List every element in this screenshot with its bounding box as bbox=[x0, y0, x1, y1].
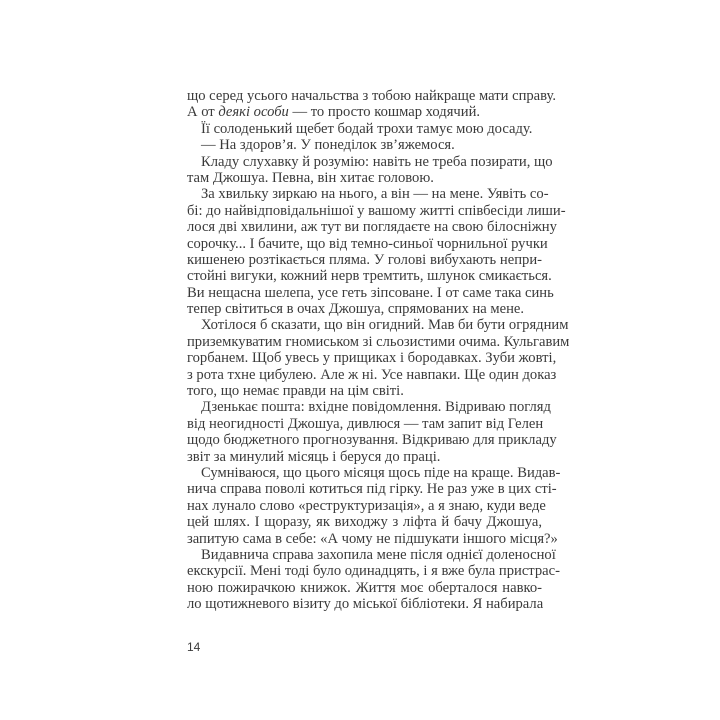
text-segment: Дзенькає пошта: вхідне повідомлення. Відриваю погляд bbox=[201, 399, 551, 416]
text-line bbox=[187, 202, 566, 219]
text-line bbox=[187, 284, 554, 301]
text-segment: Сумніваюся, що цього місяця щось піде на краще. Видав- bbox=[201, 464, 561, 481]
text-line bbox=[187, 186, 549, 203]
text-line bbox=[187, 153, 553, 170]
text-segment: запитую сама в себе: «А чому не підшукати іншого місця?» bbox=[187, 530, 558, 547]
text-line bbox=[187, 514, 542, 530]
text-segment: від неогидності Джошуа, дивлюся — там запит від Гелен bbox=[187, 415, 544, 432]
text-line bbox=[187, 366, 557, 383]
text-line bbox=[187, 252, 542, 268]
text-line bbox=[187, 497, 546, 514]
text-segment: нича справа поволі котиться під гірку. Не раз уже в цих сті- bbox=[187, 481, 557, 498]
page-number: 14 bbox=[187, 640, 201, 654]
text-segment: Ви нещасна шелепа, усе геть зіпсоване. І от саме така синь bbox=[187, 284, 554, 301]
text-segment: того, що немає правди на цім світі. bbox=[187, 383, 404, 400]
text-segment: ною пожирачкою книжок. Життя моє оберталося навко- bbox=[187, 579, 542, 596]
text-segment: А от bbox=[187, 104, 219, 121]
text-segment: За хвильку зиркаю на нього, а він — на мене. Уявіть со- bbox=[201, 186, 549, 203]
text-segment: цей шлях. І щоразу, як виходжу з ліфта й бачу Джошуа, bbox=[187, 514, 542, 531]
text-line bbox=[187, 235, 548, 252]
text-line bbox=[187, 449, 542, 465]
text-segment: ло щотижневого візиту до міської бібліотеки. Я набирала bbox=[187, 596, 544, 613]
text-line bbox=[187, 137, 542, 153]
text-line bbox=[187, 432, 557, 449]
text-line bbox=[187, 219, 557, 236]
text-line bbox=[187, 563, 560, 580]
italic-text: деякі особи bbox=[218, 104, 289, 121]
text-segment: що серед усього начальства з тобою найкраще мати справу. bbox=[187, 88, 557, 104]
text-segment: сорочку... І бачите, що від темно-синьої чорнильної ручки bbox=[187, 235, 548, 252]
text-segment: Кладу слухавку й розумію: навіть не треба позирати, що bbox=[201, 153, 553, 170]
text-line bbox=[187, 383, 542, 399]
text-line bbox=[187, 464, 561, 481]
text-segment: Хотілося б сказати, що він огидний. Мав би бути огрядним bbox=[201, 317, 569, 334]
text-segment: там Джошуа. Певна, він хитає головою. bbox=[187, 169, 434, 186]
text-line bbox=[187, 104, 542, 120]
text-segment: Видавнича справа захопила мене після однієї доленосної bbox=[201, 546, 556, 563]
text-line bbox=[187, 317, 569, 334]
text-segment: нах лунало слово «реструктуризація», а я знаю, куди веде bbox=[187, 497, 546, 514]
text-segment: стойні вигуки, кожний нерв тремтить, шлунок смикається. bbox=[187, 268, 552, 285]
text-line bbox=[187, 481, 557, 498]
text-segment: кишенею розтікається пляма. У голові вибухають непри- bbox=[187, 251, 542, 268]
text-line bbox=[187, 580, 542, 596]
text-segment: горбанем. Щоб увесь у прищиках і бородавках. Зуби жовті, bbox=[187, 350, 557, 367]
text-line bbox=[187, 350, 557, 367]
text-line bbox=[187, 301, 542, 317]
text-line bbox=[187, 88, 557, 104]
text-segment: — На здоров’я. У понеділок зв’яжемося. bbox=[201, 137, 455, 154]
text-line bbox=[187, 546, 556, 563]
text-segment: тепер світиться в очах Джошуа, спрямованих на мене. bbox=[187, 301, 525, 318]
text-segment: лося дві хвилини, аж тут ви поглядаєте на свою білосніжну bbox=[187, 219, 557, 236]
text-segment: екскурсії. Мені тоді було одинадцять, і я вже була пристрас- bbox=[187, 563, 560, 580]
text-line bbox=[187, 121, 542, 137]
text-segment: з рота тхне цибулею. Але ж ні. Усе навпаки. Ще один доказ bbox=[187, 366, 557, 383]
text-segment: щодо бюджетного прогнозування. Відкриваю для прикладу bbox=[187, 432, 557, 449]
text-line bbox=[187, 170, 542, 186]
text-segment: бі: до найвідповідальнішої у вашому житті співбесіди лиши- bbox=[187, 202, 566, 219]
text-line bbox=[187, 268, 552, 285]
text-segment: звіт за минулий місяць і беруся до праці. bbox=[187, 448, 441, 465]
body-text bbox=[187, 88, 570, 613]
text-segment: — то просто кошмар ходячий. bbox=[288, 104, 481, 121]
text-line bbox=[187, 333, 570, 350]
text-segment: приземкуватим гномиськом зі сльозистими очима. Кульгавим bbox=[187, 333, 570, 350]
text-line bbox=[187, 530, 558, 547]
text-line bbox=[187, 399, 551, 416]
text-line bbox=[187, 596, 542, 612]
text-line bbox=[187, 416, 542, 432]
text-segment: Її солоденький щебет бодай трохи тамує мою досаду. bbox=[201, 120, 533, 137]
